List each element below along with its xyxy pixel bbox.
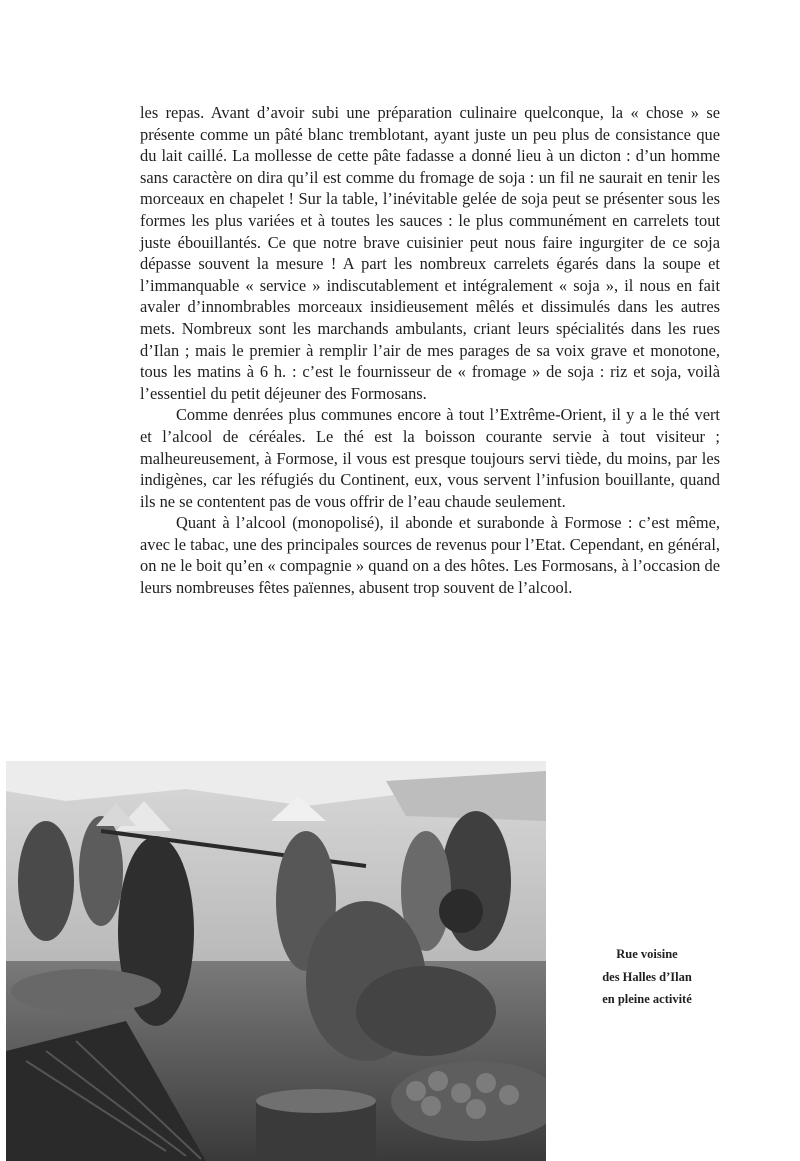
body-text bbox=[140, 102, 720, 599]
photo-caption bbox=[572, 943, 722, 1011]
paragraph-the-alcool: Comme denrées plus communes encore à tout l’Extrême-Orient, il y a le thé vert et l’alcool de céréales. Le thé est la boisson courante servie à tout visiteur ; malheureusement, à Formose, il vous est presque toujours servi tiède, du moins, par les indigènes, car les réfugiés du Continent, eux, vous servent l’infusion bouillante, quand ils ne se contentent pas de vous offrir de l’eau chaude seulement. bbox=[140, 405, 720, 511]
paragraph-alcool-monopole: Quant à l’alcool (monopolisé), il abonde et surabonde à Formose : c’est même, avec le tabac, une des principales sources de revenus pour l’Etat. Cependant, en général, on ne le boit qu’en « compagnie » quand on a des hôtes. Les Formosans, à l’occasion de leurs nombreuses fêtes païennes, abusent trop souvent de l’alcool. bbox=[140, 513, 720, 598]
caption-line: en pleine activité bbox=[602, 992, 692, 1006]
market-street-photo bbox=[6, 761, 546, 1161]
caption-line: des Halles d’Ilan bbox=[602, 969, 692, 984]
paragraph-soja: les repas. Avant d’avoir subi une préparation culinaire quelconque, la « chose » se présente comme un pâté blanc tremblotant, ayant juste un peu plus de consistance que du lait caillé. La mollesse de cette pâte fadasse a donné lieu à un dicton : d’un homme sans caractère on dira qu’il est comme du fromage de soja : un fil ne saurait en tenir les morceaux en chapelet ! Sur la table, l’inévitable gelée de soja peut se présenter sous les formes les plus variées et à toutes les sauces : le plus communément en carrelets tout juste ébouillantés. Ce que notre brave cuisinier peut nous faire ingurgiter de ce soja dépasse souvent la mesure ! A part les nombreux carrelets égarés dans la soupe et l’immanquable « service » indiscutablement et intégralement « soja », il nous en fait avaler d’innombrables morceaux insidieusement mêlés et dissimulés dans les autres mets. Nombreux sont les marchands ambulants, criant leurs spécialités dans les rues d’Ilan ; mais le premier à remplir l’air de mes parages de sa voix grave et monotone, tous les matins à 6 h. : c’est le fournisseur de « fromage » de soja : riz et soja, voilà l’essentiel du petit déjeuner des Formosans. bbox=[140, 103, 720, 403]
caption-line: Rue voisine bbox=[616, 947, 678, 961]
